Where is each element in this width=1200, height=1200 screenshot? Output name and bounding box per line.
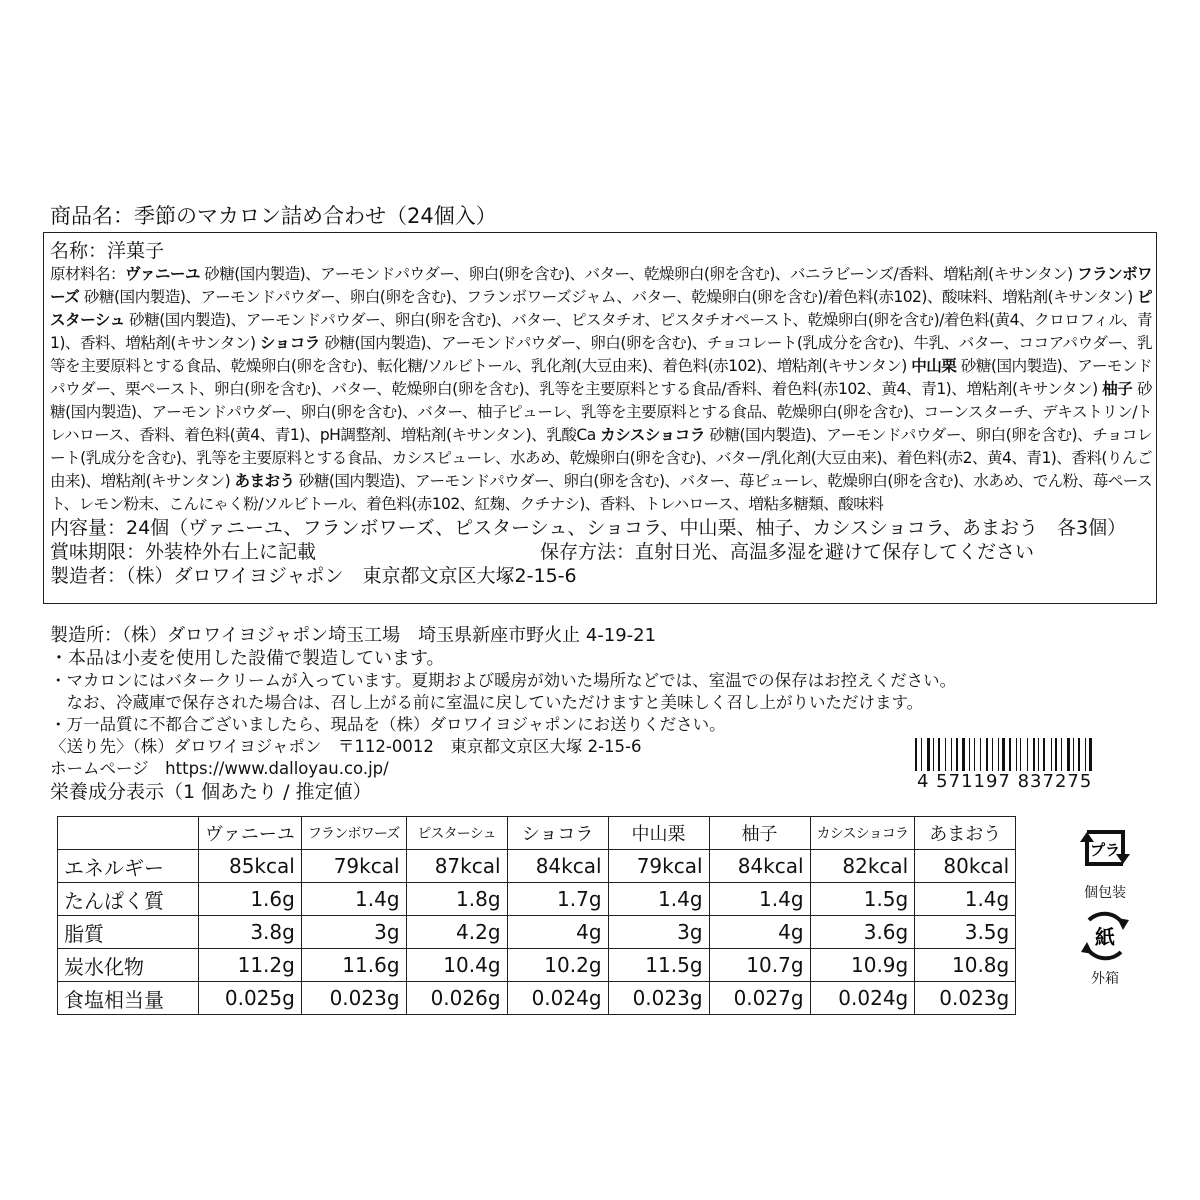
nutrition-value: 82kcal — [810, 850, 915, 883]
flavor-name: ヴァニーユ — [125, 265, 200, 283]
flavor-name: 柚子 — [1102, 380, 1133, 398]
nutrition-value: 10.7g — [709, 949, 810, 982]
paper-caption: 外箱 — [1091, 971, 1119, 987]
manufacturer: 製造者：（株）ダロワイヨジャポン 東京都文京区大塚2-15-6 — [50, 565, 577, 587]
flavor-name: フランボワーズ — [50, 265, 1152, 306]
paper-recycle-mark — [1070, 908, 1140, 988]
nutrition-value: 84kcal — [507, 850, 608, 883]
nutrition-value: 1.5g — [810, 883, 915, 916]
nutrition-value: 3.8g — [199, 916, 302, 949]
nutrition-value: 4g — [709, 916, 810, 949]
nutrition-value: 0.026g — [406, 982, 507, 1015]
nutrition-row — [58, 850, 1016, 883]
flavor-name: カシスショコラ — [600, 426, 705, 444]
nutrition-value: 1.4g — [915, 883, 1016, 916]
nutrition-value: 0.023g — [608, 982, 709, 1015]
plastic-caption: 個包装 — [1084, 885, 1126, 901]
nutrition-value: 4g — [507, 916, 608, 949]
nutrition-value: 79kcal — [301, 850, 406, 883]
flavor-name: ピスターシュ — [50, 288, 1152, 329]
plastic-recycle-icon — [1075, 818, 1135, 878]
nutrition-value: 0.027g — [709, 982, 810, 1015]
nutrition-value: 3g — [608, 916, 709, 949]
ingredient-text: 砂糖(国内製造)、アーモンドパウダー、栗ペースト、卵白(卵を含む)、バター、乾燥卵白(卵を含む)、乳等を主要原料とする食品/香料、着色料(赤102、黄4、青1)、増粘剤(キサンタン) — [50, 357, 1152, 398]
homepage: ホームページ https://www.dalloyau.co.jp/ — [50, 759, 389, 778]
nutrition-value: 10.9g — [810, 949, 915, 982]
product-category: 名称：洋菓子 — [50, 240, 165, 262]
nutrition-value: 11.5g — [608, 949, 709, 982]
nutrition-row-label: たんぱく質 — [58, 883, 199, 916]
paper-mark-text: 紙 — [1095, 925, 1115, 949]
nutrition-value: 11.6g — [301, 949, 406, 982]
ingredient-text: 砂糖(国内製造)、アーモンドパウダー、卵白(卵を含む)、フランボワーズジャム、バター、乾燥卵白(卵を含む)/着色料(赤102)、酸味料、増粘剤(キサンタン) — [79, 288, 1137, 306]
ingredient-text: 砂糖(国内製造)、アーモンドパウダー、卵白(卵を含む)、バター、乾燥卵白(卵を含む)、バニラビーンズ/香料、増粘剤(キサンタン) — [199, 265, 1077, 283]
nutrition-value: 4.2g — [406, 916, 507, 949]
nutrition-row-label: 脂質 — [58, 916, 199, 949]
nutrition-value: 1.4g — [301, 883, 406, 916]
nutrition-value: 11.2g — [199, 949, 302, 982]
product-name: 商品名：季節のマカロン詰め合わせ（24個入） — [50, 204, 497, 228]
food-label-box — [43, 232, 1157, 604]
factory: 製造所：（株）ダロワイヨジャポン埼玉工場 埼玉県新座市野火止 4-19-21 — [50, 625, 657, 646]
wheat-note: ・本品は小麦を使用した設備で製造しています。 — [50, 648, 445, 669]
nutrition-column-header: ショコラ — [507, 817, 608, 850]
nutrition-value: 10.8g — [915, 949, 1016, 982]
ingredient-text: 砂糖(国内製造)、アーモンドパウダー、卵白(卵を含む)、バター、苺ピューレ、乾燥卵白(卵を含む)、水あめ、でん粉、苺ペースト、レモン粉末、こんにゃく粉/ソルビトール、着色料(赤102、紅麹、クチナシ)、香料、トレハロース、増粘多糖類、酸味料 — [50, 472, 1152, 513]
plastic-mark-text: プラ — [1089, 841, 1121, 859]
paper-recycle-icon — [1075, 908, 1135, 964]
best-before: 賞味期限：外装枠外右上に記載 — [50, 541, 317, 563]
nutrition-value: 1.4g — [608, 883, 709, 916]
nutrition-row-label: 食塩相当量 — [58, 982, 199, 1015]
send-address: 〈送り先〉（株）ダロワイヨジャポン 〒112-0012 東京都文京区大塚 2-15-6 — [50, 737, 642, 756]
storage-note: ・マカロンにはバタークリームが入っています。夏期および暖房が効いた場所などでは、室温での保存はお控えください。 — [50, 671, 957, 690]
nutrition-value: 0.023g — [915, 982, 1016, 1015]
nutrition-value: 1.4g — [709, 883, 810, 916]
nutrition-value: 80kcal — [915, 850, 1016, 883]
nutrition-value: 0.024g — [810, 982, 915, 1015]
nutrition-row — [58, 916, 1016, 949]
complaint-note: ・万一品質に不都合ございましたら、現品を（株）ダロワイヨジャポンにお送りください。 — [50, 715, 726, 734]
ingredient-text: 原材料名： — [50, 265, 125, 283]
storage-note-2: なお、冷蔵庫で保存された場合は、召し上がる前に室温に戻していただけますと美味しく召し上がりいただけます。 — [50, 693, 924, 712]
nutrition-row — [58, 949, 1016, 982]
nutrition-table — [57, 816, 1016, 1015]
flavor-name: 中山栗 — [911, 357, 957, 375]
nutrition-column-header: 柚子 — [709, 817, 810, 850]
storage-method: 保存方法：直射日光、高温多湿を避けて保存してください — [540, 541, 1035, 563]
ingredient-text: 砂糖(国内製造)、アーモンドパウダー、卵白(卵を含む)、バター、柚子ピューレ、乳等を主要原料とする食品、乾燥卵白(卵を含む)、コーンスターチ、デキストリン/トレハロース、香料、着色料(黄4、青1)、pH調整剤、増粘剤(キサンタン)、乳酸Ca — [50, 380, 1152, 444]
nutrition-column-header: ピスターシュ — [406, 817, 507, 850]
nutrition-value: 3g — [301, 916, 406, 949]
flavor-name: あまおう — [234, 472, 295, 490]
nutrition-value: 0.024g — [507, 982, 608, 1015]
nutrition-value: 10.2g — [507, 949, 608, 982]
nutrition-value: 84kcal — [709, 850, 810, 883]
nutrition-value: 1.8g — [406, 883, 507, 916]
nutrition-column-header: 中山栗 — [608, 817, 709, 850]
nutrition-column-header: カシスショコラ — [810, 817, 915, 850]
nutrition-row-label: 炭水化物 — [58, 949, 199, 982]
nutrition-column-header: あまおう — [915, 817, 1016, 850]
nutrition-value: 79kcal — [608, 850, 709, 883]
barcode-number: 4 571197 837275 — [915, 771, 1117, 792]
ingredients-list — [50, 263, 1152, 516]
nutrition-corner — [58, 817, 199, 850]
nutrition-value: 3.5g — [915, 916, 1016, 949]
nutrition-column-header: ヴァニーユ — [199, 817, 302, 850]
nutrition-row — [58, 982, 1016, 1015]
ingredient-text: 砂糖(国内製造)、アーモンドパウダー、卵白(卵を含む)、チョコレート(乳成分を含む)、牛乳、バター、ココアパウダー、乳等を主要原料とする食品、乾燥卵白(卵を含む)、転化糖/ソルビトール、乳化剤(大豆由来)、着色料(赤102)、増粘剤(キサンタン) — [50, 334, 1152, 375]
nutrition-value: 1.6g — [199, 883, 302, 916]
nutrition-value: 0.023g — [301, 982, 406, 1015]
nutrition-value: 3.6g — [810, 916, 915, 949]
ingredient-text: 砂糖(国内製造)、アーモンドパウダー、卵白(卵を含む)、チョコレート(乳成分を含む)、乳等を主要原料とする食品、カシスピューレ、水あめ、乾燥卵白(卵を含む)、バター/乳化剤(大豆由来)、着色料(赤2、黄4、青1)、香料(りんご由来)、増粘剤(キサンタン) — [50, 426, 1152, 490]
nutrition-value: 87kcal — [406, 850, 507, 883]
nutrition-title: 栄養成分表示（1 個あたり / 推定値） — [50, 781, 372, 803]
nutrition-value: 1.7g — [507, 883, 608, 916]
nutrition-column-header: フランボワーズ — [301, 817, 406, 850]
nutrition-row-label: エネルギー — [58, 850, 199, 883]
plastic-recycle-mark — [1070, 818, 1140, 902]
contents: 内容量：24個（ヴァニーユ、フランボワーズ、ピスターシュ、ショコラ、中山栗、柚子、カシスショコラ、あまおう 各3個） — [50, 517, 1127, 539]
nutrition-value: 85kcal — [199, 850, 302, 883]
flavor-name: ショコラ — [259, 334, 320, 352]
nutrition-row — [58, 883, 1016, 916]
nutrition-value: 0.025g — [199, 982, 302, 1015]
nutrition-value: 10.4g — [406, 949, 507, 982]
ingredient-text: 砂糖(国内製造)、アーモンドパウダー、卵白(卵を含む)、バター、ピスタチオ、ピスタチオペースト、乾燥卵白(卵を含む)/着色料(黄4、クロロフィル、青1)、香料、増粘剤(キサンタン) — [50, 311, 1152, 352]
